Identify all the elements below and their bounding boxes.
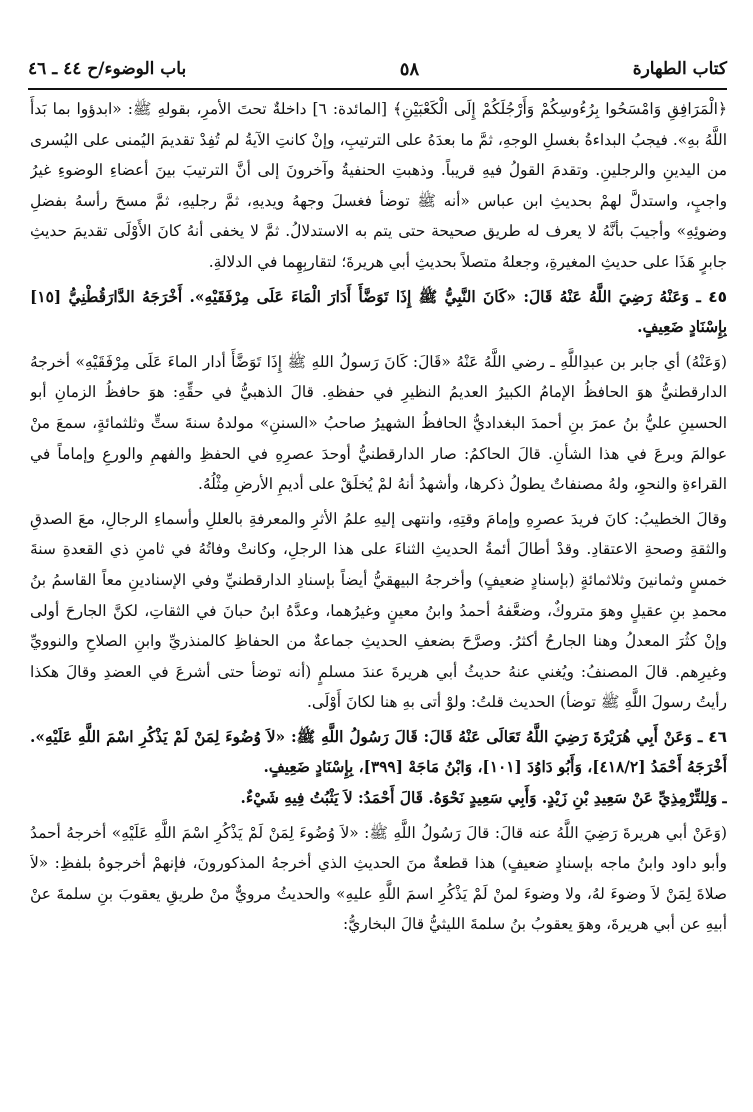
page-number: ٥٨ bbox=[399, 58, 420, 80]
commentary-paragraph bbox=[30, 504, 727, 718]
hadith-paragraph bbox=[30, 282, 727, 343]
page-header bbox=[28, 52, 727, 86]
commentary-paragraph bbox=[30, 94, 727, 278]
hadith-number: ٤٥ bbox=[708, 287, 727, 306]
commentary-paragraph bbox=[30, 347, 727, 500]
hadith-paragraph bbox=[30, 783, 727, 814]
hadith-paragraph bbox=[30, 722, 727, 783]
hadith-text: ـ وَعَنْهُ رَضِيَ اللَّهُ عَنْهُ قَالَ: «كَانَ النَّبِيُّ ﷺ إِذَا تَوَضَّأَ أَدَارَ الْمَاءَ عَلَى مِرْفَقَيْهِ». أَخْرَجَهُ الدَّارَقُطْنِيُّ [١٥] بِإِسْنَادٍ ضَعِيفٍ. bbox=[30, 287, 727, 337]
section-title: باب الوضوء/ح ٤٤ ـ ٤٦ bbox=[28, 59, 187, 79]
book-title: كتاب الطهارة bbox=[632, 59, 727, 79]
paragraph-text: (وَعَنْ أبي هريرةَ رَضِيَ اللَّهُ عنه قالَ: قالَ رَسُولُ اللَّهِ ﷺ: «لاَ وُضُوءَ لِمَنْ لَمْ يَذْكُرِ اسْمَ اللَّهِ عَلَيْهِ» أخرجهُ أحمدُ وأبو داود وابنُ ماجه بإسنادٍ ضعيفٍ) هذا قطعةٌ منَ الحديثِ الذي أخرجهُ المذكورونَ، فإنهمْ أخرجوهُ بلفظِ: «لاَ صلاةَ لِمَنْ لاَ وضوءَ لهُ، ولا وضوءَ لمنْ لَمْ يَذْكُرِ اسمَ اللَّهِ عليهِ» والحديثُ مرويٌّ منْ طريقِ يعقوبَ بنِ سلمةَ عنْ أبيهِ عن أبي هريرةَ، وهوَ يعقوبُ بنُ سلمةَ الليثيُّ قالَ البخاريُّ: bbox=[30, 823, 727, 934]
paragraph-text: وقالَ الخطيبُ: كانَ فريدَ عصرِهِ وإمامَ وقتِهِ، وانتهى إليهِ علمُ الأثرِ والمعرفةِ بالعللِ وأسماءِ الرجالِ، معَ الصدقِ والثقةِ وصحةِ الاعتقادِ. وقدْ أطالَ أئمةُ الحديثِ الثناءَ على هذا الرجلِ، وكانتْ وفاتُهُ في ثامنِ ذي القعدةِ سنةَ خمسٍ وثمانينَ وثلاثمائةٍ (بإسنادٍ ضعيفٍ) وأخرجهُ البيهقيُّ أيضاً بإسنادِ الدارقطنيِّ وفي الإسنادينِ معاً القاسمُ بنُ محمدِ بنِ عقيلٍ وهوَ متروكٌ، وضعَّفهُ أحمدُ وابنُ معينٍ وغيرُهما، وعدَّهُ ابنُ حبانَ في الثقاتِ، لكنَّ الجارحَ أولى وإنْ كثُرَ المعدلُ وهنا الجارحُ أكثرُ. وصرَّحَ بضعفِ الحديثِ جماعةٌ من الحفاظِ كالمنذريِّ وابنِ الصلاحِ والنوويِّ وغيرِهم. قالَ المصنفُ: ويُغني عنهُ حديثُ أبي هريرةَ عندَ مسلمٍ (أنه توضأ حتى أشرعَ في العضدِ وقالَ هكذا رأيتُ رسولَ اللَّهِ ﷺ توضأ) الحديث قلتُ: ولوْ أتى بهِ هنا لكانَ أَوْلَى. bbox=[30, 509, 727, 712]
paragraph-text: (وَعَنْهُ) أي جابر بن عبدِاللَّهِ ـ رضي اللَّهُ عَنْهُ «قَالَ: كَانَ رَسولُ اللهِ ﷺ إِذَا تَوَضَّأَ أدار الماءَ عَلَى مِرْفَقَيْهِ» أخرجهُ الدارقطنيُّ هوَ الحافظُ الإمامُ الكبيرُ العديمُ النظيرِ في حفظهِ. قالَ الذهبيُّ في حقِّهِ: هوَ حافظُ الزمانِ أبو الحسينِ عليُّ بنُ عمرَ بنِ أحمدَ البغداديُّ الحافظُ الشهيرُ صاحبُ «السننِ» مولدهُ سنةَ ستٍّ وثلثمائةٍ، سمعَ منْ عوالمَ وبرعَ في هذا الشأنِ. قالَ الحاكمُ: صار الدارقطنيُّ أوحدَ عصرِهِ في الحفظِ والفهمِ والورعِ وإماماً في القراءةِ والنحوِ، ولهُ مصنفاتٌ يطولُ ذكرها، وأشهدُ أنهُ لمْ يُخلَقْ على أديمِ الأرضِ مِثْلُهُ. bbox=[30, 352, 727, 494]
paragraph-text: ﴿الْمَرَافِقِ وَامْسَحُوا بِرُءُوسِكُمْ وَأَرْجُلَكُمْ إِلَى الْكَعْبَيْنِ﴾ [المائدة: ٦] داخلةٌ تحتَ الأمرِ، بقولهِ ﷺ: «ابدؤوا بما بَدأَ اللَّهُ بهِ». فيجبُ البداءةُ بغسلِ الوجهِ، ثمَّ ما بعدَهُ على الترتيبِ، وإنْ كانتِ الآيةُ لم تُفِدْ تقديمَ اليُمنى على اليُسرى من اليدينِ والرجلينِ. وتقدمَ القولُ فيهِ قريباً. وذهبتِ الحنفيةُ وآخرونَ إلى أنَّ الترتيبَ بينَ أعضاءِ الوضوءِ غيرُ واجبٍ، واستدلَّ لهمْ بحديثِ ابن عباس «أنه ﷺ توضأ فغسلَ وجههُ ويديهِ، ثمَّ رجليهِ، ثمَّ مسحَ رأسهُ بفضلِ وضوئِهِ» وأجيبَ بأنَّهُ لا يعرف له طريق صحيحة حتى يتم به الاستدلالُ. ثمَّ لا يخفى أنهُ كانَ الأَوْلَى تقديمَ حديثِ جابرٍ هَذَا على حديثِ المغيرةِ، وجعلهُ متصلاً بحديثِ أبي هريرةَ؛ لتقاربِهِما في الدلالةِ. bbox=[30, 100, 727, 271]
page-body bbox=[30, 94, 727, 1102]
hadith-text: ـ وَعَنْ أَبِي هُرَيْرَةَ رَضِيَ اللَّهُ تَعَالَى عَنْهُ قَالَ: قَالَ رَسُولُ اللَّهِ ﷺ: «لاَ وُضُوءَ لِمَنْ لَمْ يَذْكُرِ اسْمَ اللَّهِ عَلَيْهِ». أَخْرَجَهُ أَحْمَدُ [٤١٨/٢]، وَأَبُو دَاوُدَ [١٠١]، وَابْنُ مَاجَهْ [٣٩٩]، بِإِسْنَادٍ ضَعِيفٍ. bbox=[30, 727, 727, 777]
hadith-number: ٤٦ bbox=[708, 727, 727, 746]
hadith-text: ـ وَلِلتِّرْمِذِيِّ عَنْ سَعِيدِ بْنِ زَيْدٍ. وَأَبِي سَعِيدٍ نَحْوَهُ. قَالَ أَحْمَدُ: لاَ يَثْبُتُ فِيهِ شَيْءٌ. bbox=[240, 789, 727, 808]
commentary-paragraph bbox=[30, 818, 727, 940]
header-rule bbox=[28, 88, 727, 90]
